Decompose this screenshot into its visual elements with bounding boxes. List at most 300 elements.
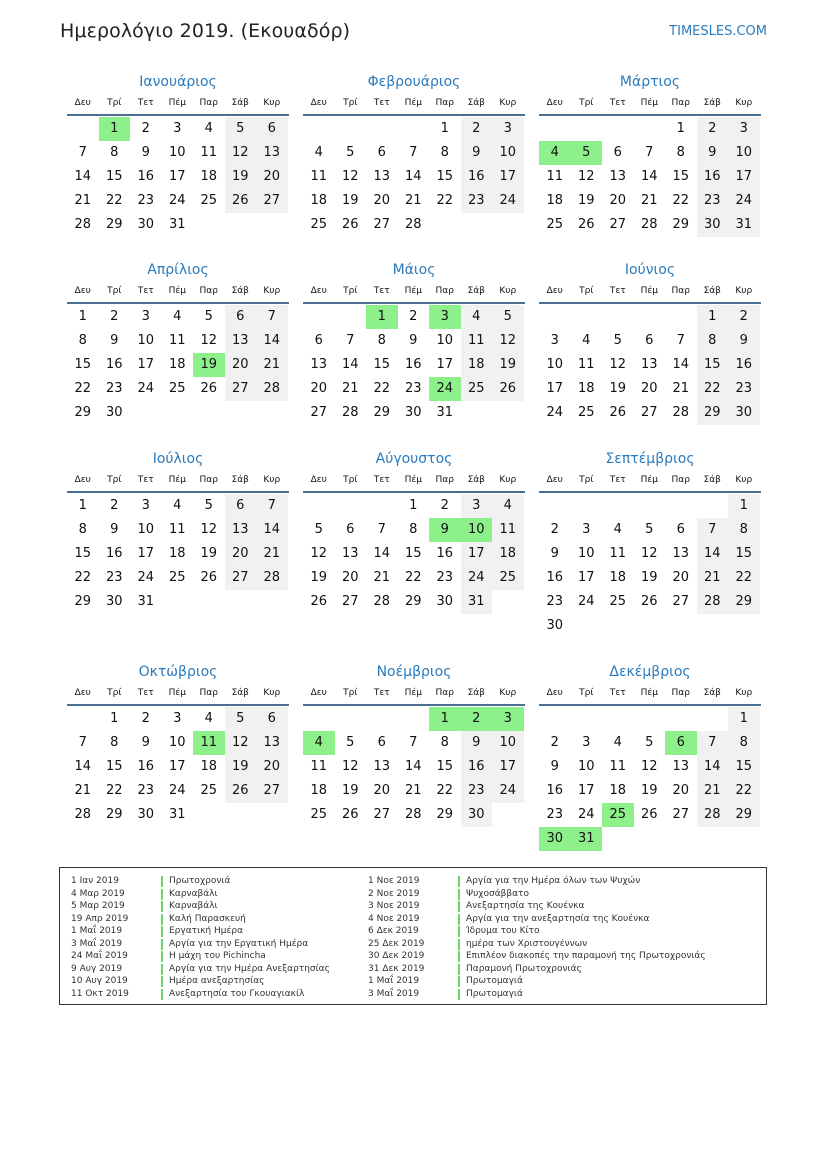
weekday-label: Παρ [671, 688, 690, 698]
day-cell: 29 [728, 803, 760, 827]
day-cell: 22 [672, 193, 690, 208]
holiday-row [368, 888, 758, 901]
day-cell: 16 [461, 165, 493, 189]
weekday-header [303, 471, 525, 493]
holiday-day: 5 [571, 141, 603, 165]
empty-cell [571, 117, 603, 141]
day-cell: 22 [697, 377, 729, 401]
empty-cell [571, 494, 603, 518]
weekday-label: Παρ [199, 475, 218, 485]
holiday-name: Ανεξαρτησία της Κουένκα [466, 901, 585, 911]
month-name: Ιανουάριος [139, 74, 217, 90]
day-cell: 14 [256, 329, 288, 353]
holiday-day: 1 [366, 305, 398, 329]
weekday-label: Τρί [579, 286, 594, 296]
month-name: Φεβρουάριος [367, 74, 461, 90]
day-cell: 30 [728, 401, 760, 425]
day-cell: 22 [74, 381, 92, 396]
weekday-label: Σάβ [703, 475, 721, 485]
holiday-name: Παραμονή Πρωτοχρονιάς [466, 963, 582, 974]
holiday-name: ημέρα των Χριστουγέννων [466, 938, 588, 949]
day-cell: 30 [404, 405, 422, 420]
day-cell: 15 [728, 755, 760, 779]
day-cell: 30 [137, 217, 155, 232]
weekday-label: Τρί [107, 475, 122, 485]
weekday-header [303, 684, 525, 706]
day-cell: 19 [577, 193, 595, 208]
weekday-label: Δευ [74, 98, 91, 108]
day-grid [303, 117, 524, 237]
holiday-date: 3 Μαΐ 2019 [71, 938, 123, 949]
day-cell: 22 [728, 779, 760, 803]
day-cell: 13 [256, 731, 288, 755]
day-cell: 24 [137, 381, 155, 396]
day-cell: 15 [105, 759, 123, 774]
day-cell: 12 [225, 141, 257, 165]
weekday-label: Τετ [137, 286, 154, 296]
day-cell: 28 [697, 590, 729, 614]
day-cell: 28 [697, 803, 729, 827]
day-cell: 24 [168, 193, 186, 208]
day-cell: 2 [550, 735, 559, 750]
empty-cell [697, 707, 729, 731]
day-cell: 4 [204, 121, 213, 136]
weekday-label: Κυρ [263, 286, 281, 296]
day-cell: 17 [137, 357, 155, 372]
day-cell: 14 [404, 169, 422, 184]
day-cell: 28 [404, 217, 422, 232]
empty-cell [67, 707, 99, 731]
weekday-label: Σάβ [467, 286, 485, 296]
day-cell: 18 [461, 353, 493, 377]
holiday-day: 2 [461, 707, 493, 731]
day-cell: 7 [346, 333, 355, 348]
empty-cell [335, 707, 367, 731]
weekday-label: Σάβ [231, 286, 249, 296]
month-10 [67, 662, 289, 827]
day-cell: 6 [377, 145, 386, 160]
holiday-date: 1 Μαΐ 2019 [71, 926, 123, 936]
holiday-name: Αργία για την ανεξαρτησία της Κουένκα [466, 913, 650, 924]
holiday-day: 30 [539, 827, 571, 851]
empty-cell [571, 707, 603, 731]
day-cell: 7 [377, 522, 386, 537]
holiday-marker [161, 964, 163, 975]
day-cell: 1 [676, 121, 685, 136]
day-cell: 23 [105, 381, 123, 396]
day-cell: 26 [200, 381, 218, 396]
weekday-header [539, 471, 761, 493]
day-cell: 31 [168, 217, 186, 232]
day-cell: 5 [492, 305, 524, 329]
day-cell: 7 [697, 731, 729, 755]
day-cell: 16 [546, 570, 564, 585]
holiday-name: Εργατική Ημέρα [169, 926, 243, 936]
day-cell: 9 [110, 522, 119, 537]
day-cell: 10 [577, 546, 595, 561]
day-cell: 19 [341, 193, 359, 208]
day-cell: 5 [346, 145, 355, 160]
day-cell: 18 [200, 169, 218, 184]
holiday-row [368, 875, 758, 888]
weekday-header [67, 684, 289, 706]
day-cell: 15 [672, 169, 690, 184]
day-grid [67, 707, 288, 827]
holiday-date: 9 Αυγ 2019 [71, 963, 123, 974]
holiday-row [71, 913, 361, 926]
empty-cell [366, 494, 398, 518]
weekday-label: Παρ [199, 98, 218, 108]
day-cell: 13 [609, 169, 627, 184]
day-cell: 26 [200, 570, 218, 585]
day-cell: 26 [341, 217, 359, 232]
weekday-label: Τετ [609, 286, 626, 296]
weekday-label: Πέμ [168, 286, 186, 296]
day-cell: 20 [373, 193, 391, 208]
day-cell: 22 [74, 570, 92, 585]
day-cell: 20 [225, 353, 257, 377]
day-cell: 28 [373, 594, 391, 609]
holiday-row [368, 963, 758, 976]
empty-cell [398, 707, 430, 731]
day-grid [539, 305, 760, 425]
day-cell: 10 [137, 522, 155, 537]
weekday-header [303, 282, 525, 304]
holiday-row [368, 988, 758, 1001]
day-cell: 11 [609, 759, 627, 774]
empty-cell [539, 305, 571, 329]
holiday-day: 3 [429, 305, 461, 329]
day-cell: 16 [137, 169, 155, 184]
holiday-date: 5 Μαρ 2019 [71, 901, 125, 911]
month-12 [539, 662, 761, 851]
day-cell: 25 [492, 566, 524, 590]
day-cell: 21 [404, 783, 422, 798]
holiday-row [368, 900, 758, 913]
day-cell: 6 [256, 117, 288, 141]
day-cell: 24 [577, 594, 595, 609]
day-cell: 1 [728, 494, 760, 518]
day-cell: 12 [492, 329, 524, 353]
weekday-label: Κυρ [263, 98, 281, 108]
empty-cell [539, 707, 571, 731]
day-cell: 4 [173, 309, 182, 324]
month-name: Ιούλιος [152, 451, 204, 467]
day-cell: 16 [546, 783, 564, 798]
day-cell: 21 [640, 193, 658, 208]
day-cell: 9 [461, 731, 493, 755]
holiday-marker [161, 976, 163, 987]
day-cell: 11 [310, 169, 328, 184]
day-grid [67, 494, 288, 614]
day-cell: 19 [640, 783, 658, 798]
holiday-marker [458, 876, 460, 887]
day-cell: 3 [582, 522, 591, 537]
day-cell: 15 [436, 169, 454, 184]
holiday-marker [161, 876, 163, 887]
holiday-name: Καλή Παρασκευή [169, 913, 246, 924]
day-cell: 7 [409, 145, 418, 160]
holiday-marker [161, 889, 163, 900]
day-cell: 23 [461, 779, 493, 803]
month-9 [539, 449, 761, 638]
day-cell: 9 [728, 329, 760, 353]
holiday-row [368, 975, 758, 988]
day-cell: 18 [168, 546, 186, 561]
day-cell: 12 [225, 731, 257, 755]
holiday-day: 31 [571, 827, 603, 851]
holiday-name: Αργία για την Ημέρα όλων των Ψυχών [466, 876, 641, 886]
day-cell: 31 [137, 594, 155, 609]
weekday-label: Κυρ [499, 688, 517, 698]
weekday-label: Σάβ [703, 98, 721, 108]
day-cell: 25 [310, 217, 328, 232]
holiday-day: 24 [429, 377, 461, 401]
holiday-marker [458, 901, 460, 912]
day-cell: 10 [577, 759, 595, 774]
holiday-date: 3 Νοε 2019 [368, 901, 420, 911]
day-cell: 19 [492, 353, 524, 377]
day-cell: 29 [373, 405, 391, 420]
day-cell: 27 [373, 807, 391, 822]
month-name: Σεπτέμβριος [605, 451, 695, 467]
day-cell: 12 [341, 759, 359, 774]
day-cell: 18 [310, 193, 328, 208]
day-cell: 13 [225, 518, 257, 542]
day-cell: 16 [105, 357, 123, 372]
weekday-label: Πέμ [640, 98, 658, 108]
day-cell: 23 [546, 807, 564, 822]
day-cell: 21 [697, 566, 729, 590]
day-cell: 3 [141, 498, 150, 513]
day-cell: 5 [346, 735, 355, 750]
weekday-label: Παρ [671, 475, 690, 485]
weekday-header [67, 94, 289, 116]
weekday-label: Τρί [579, 98, 594, 108]
month-name: Αύγουστος [375, 451, 453, 467]
weekday-label: Πέμ [168, 98, 186, 108]
month-name: Μάρτιος [619, 74, 681, 90]
day-cell: 4 [582, 333, 591, 348]
weekday-label: Κυρ [263, 688, 281, 698]
weekday-label: Τετ [609, 98, 626, 108]
day-cell: 29 [728, 590, 760, 614]
weekday-label: Τετ [137, 98, 154, 108]
day-cell: 24 [577, 807, 595, 822]
day-cell: 26 [577, 217, 595, 232]
site-link[interactable]: TIMESLES.COM [669, 24, 767, 39]
month-2 [303, 72, 525, 237]
holiday-row [368, 925, 758, 938]
weekday-label: Παρ [199, 286, 218, 296]
holiday-column-left [71, 875, 361, 1000]
holiday-marker [458, 889, 460, 900]
holiday-day: 4 [539, 141, 571, 165]
day-cell: 26 [609, 405, 627, 420]
day-cell: 3 [173, 711, 182, 726]
day-cell: 19 [200, 546, 218, 561]
month-3 [539, 72, 761, 237]
weekday-label: Τετ [373, 98, 390, 108]
day-cell: 23 [436, 570, 454, 585]
holiday-column-right [368, 875, 758, 1000]
day-cell: 30 [546, 618, 564, 633]
weekday-label: Κυρ [499, 475, 517, 485]
day-grid [67, 117, 288, 237]
day-cell: 3 [550, 333, 559, 348]
day-cell: 4 [613, 735, 622, 750]
day-cell: 11 [546, 169, 564, 184]
day-cell: 13 [225, 329, 257, 353]
day-cell: 10 [168, 145, 186, 160]
holiday-date: 1 Μαΐ 2019 [368, 976, 420, 986]
day-cell: 16 [436, 546, 454, 561]
weekday-label: Πέμ [404, 688, 422, 698]
day-cell: 18 [609, 783, 627, 798]
day-cell: 11 [461, 329, 493, 353]
weekday-label: Δευ [310, 98, 327, 108]
weekday-label: Παρ [671, 98, 690, 108]
day-cell: 18 [310, 783, 328, 798]
day-grid [303, 494, 524, 614]
weekday-label: Δευ [310, 286, 327, 296]
day-cell: 10 [492, 731, 524, 755]
day-cell: 14 [74, 759, 92, 774]
day-cell: 3 [461, 494, 493, 518]
day-cell: 21 [74, 193, 92, 208]
day-cell: 16 [137, 759, 155, 774]
day-cell: 12 [200, 522, 218, 537]
month-11 [303, 662, 525, 827]
day-cell: 18 [577, 381, 595, 396]
empty-cell [335, 494, 367, 518]
day-cell: 13 [373, 759, 391, 774]
day-cell: 20 [256, 165, 288, 189]
holiday-marker [161, 901, 163, 912]
day-cell: 2 [409, 309, 418, 324]
day-cell: 24 [492, 779, 524, 803]
empty-cell [697, 494, 729, 518]
holiday-date: 24 Μαΐ 2019 [71, 951, 128, 961]
day-cell: 9 [697, 141, 729, 165]
day-cell: 28 [256, 566, 288, 590]
day-cell: 15 [728, 542, 760, 566]
day-cell: 12 [310, 546, 328, 561]
holiday-row [71, 988, 361, 1001]
weekday-label: Παρ [435, 688, 454, 698]
month-1 [67, 72, 289, 237]
day-cell: 7 [256, 305, 288, 329]
day-cell: 19 [640, 570, 658, 585]
weekday-label: Τετ [137, 688, 154, 698]
day-cell: 11 [577, 357, 595, 372]
month-8 [303, 449, 525, 614]
day-cell: 26 [640, 594, 658, 609]
weekday-label: Κυρ [263, 475, 281, 485]
day-cell: 23 [461, 189, 493, 213]
day-cell: 29 [74, 594, 92, 609]
holiday-day: 9 [429, 518, 461, 542]
day-cell: 5 [314, 522, 323, 537]
day-cell: 13 [341, 546, 359, 561]
day-cell: 19 [609, 381, 627, 396]
weekday-label: Τετ [373, 688, 390, 698]
holiday-name: Αργία για την Εργατική Ημέρα [169, 938, 309, 949]
day-cell: 2 [461, 117, 493, 141]
day-cell: 22 [728, 566, 760, 590]
day-cell: 4 [173, 498, 182, 513]
day-cell: 17 [168, 169, 186, 184]
month-name: Μάιος [392, 262, 436, 278]
day-cell: 16 [404, 357, 422, 372]
day-cell: 4 [613, 522, 622, 537]
day-cell: 6 [645, 333, 654, 348]
day-cell: 9 [550, 759, 559, 774]
day-cell: 12 [577, 169, 595, 184]
weekday-header [539, 684, 761, 706]
day-cell: 14 [256, 518, 288, 542]
day-cell: 14 [74, 169, 92, 184]
day-cell: 28 [256, 377, 288, 401]
weekday-label: Δευ [74, 475, 91, 485]
day-cell: 8 [440, 145, 449, 160]
holiday-row [368, 913, 758, 926]
day-cell: 15 [74, 546, 92, 561]
day-cell: 9 [461, 141, 493, 165]
weekday-label: Πέμ [640, 475, 658, 485]
day-cell: 11 [492, 518, 524, 542]
day-cell: 27 [672, 807, 690, 822]
day-cell: 11 [200, 145, 218, 160]
day-cell: 20 [256, 755, 288, 779]
weekday-label: Κυρ [735, 688, 753, 698]
day-cell: 15 [373, 357, 391, 372]
day-cell: 4 [492, 494, 524, 518]
day-cell: 11 [609, 546, 627, 561]
holiday-name: Επιπλέον διακοπές την παραμονή της Πρωτοχρονιάς [466, 951, 706, 961]
weekday-label: Πέμ [640, 286, 658, 296]
empty-cell [335, 117, 367, 141]
weekday-label: Τρί [343, 688, 358, 698]
empty-cell [665, 305, 697, 329]
holiday-row [71, 975, 361, 988]
day-cell: 25 [168, 570, 186, 585]
day-cell: 7 [256, 494, 288, 518]
holiday-day: 4 [303, 731, 335, 755]
day-cell: 14 [672, 357, 690, 372]
day-cell: 9 [141, 145, 150, 160]
day-cell: 21 [341, 381, 359, 396]
weekday-label: Τρί [579, 688, 594, 698]
empty-cell [634, 494, 666, 518]
empty-cell [303, 707, 335, 731]
day-cell: 26 [341, 807, 359, 822]
weekday-label: Τρί [579, 475, 594, 485]
day-cell: 15 [105, 169, 123, 184]
day-cell: 5 [645, 522, 654, 537]
day-cell: 8 [697, 329, 729, 353]
holiday-date: 31 Δεκ 2019 [368, 963, 425, 974]
holiday-date: 1 Νοε 2019 [368, 876, 420, 886]
empty-cell [634, 117, 666, 141]
day-cell: 8 [110, 145, 119, 160]
day-cell: 27 [256, 779, 288, 803]
empty-cell [366, 707, 398, 731]
weekday-label: Δευ [546, 286, 563, 296]
day-cell: 23 [728, 377, 760, 401]
day-cell: 17 [492, 165, 524, 189]
empty-cell [303, 494, 335, 518]
